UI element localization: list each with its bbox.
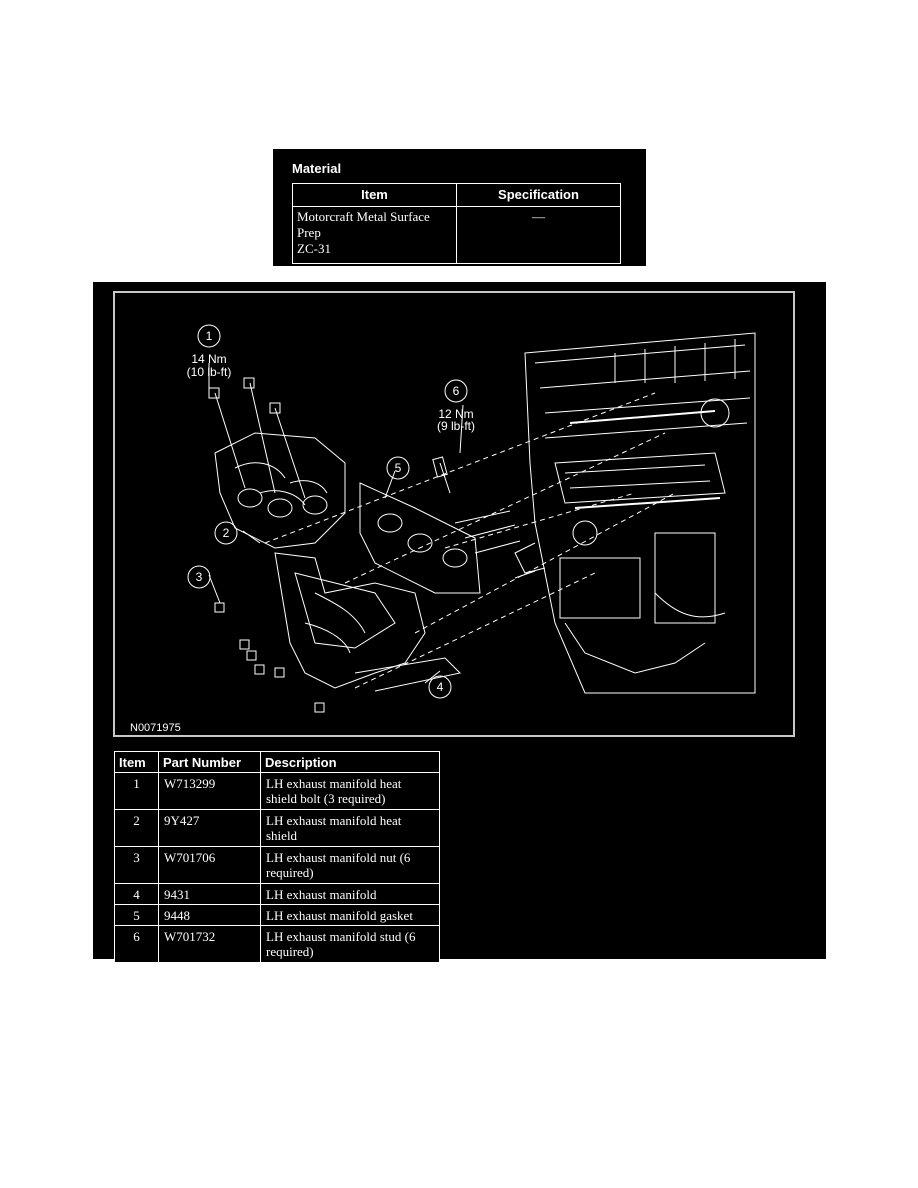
part-description-cell bbox=[261, 905, 440, 926]
heat-shield-bolts bbox=[209, 378, 305, 498]
parts-header-row bbox=[115, 752, 440, 773]
description-line: required) bbox=[266, 944, 314, 959]
callout-number-6: 6 bbox=[452, 384, 460, 398]
part-description-cell bbox=[261, 884, 440, 905]
description-line: LH exhaust manifold gasket bbox=[266, 908, 413, 923]
callout-number-5: 5 bbox=[394, 461, 402, 475]
material-block bbox=[273, 149, 646, 266]
callout-torque-imperial-6: (9 lb-ft) bbox=[436, 419, 475, 433]
table-row bbox=[115, 926, 440, 963]
part-item-cell: 1 bbox=[115, 773, 159, 810]
parts-header-description: Description bbox=[261, 752, 440, 773]
callout-torque-6: 12 Nm bbox=[438, 407, 474, 421]
parts-table bbox=[114, 751, 440, 963]
diagram-block bbox=[93, 282, 826, 959]
part-description-cell bbox=[261, 810, 440, 847]
callout-number-3: 3 bbox=[195, 570, 203, 584]
description-line: LH exhaust manifold heat bbox=[266, 776, 402, 791]
part-number-cell: W701706 bbox=[159, 847, 261, 884]
table-row bbox=[115, 773, 440, 810]
part-item-cell: 3 bbox=[115, 847, 159, 884]
table-row bbox=[115, 905, 440, 926]
part-number-cell: 9448 bbox=[159, 905, 261, 926]
callout-number-2: 2 bbox=[222, 526, 230, 540]
description-line: shield bbox=[266, 828, 298, 843]
material-row bbox=[293, 207, 621, 264]
part-item-cell: 6 bbox=[115, 926, 159, 963]
engine-illustration bbox=[515, 333, 755, 693]
description-line: LH exhaust manifold nut (6 bbox=[266, 850, 411, 865]
part-item-cell: 4 bbox=[115, 884, 159, 905]
callout-torque-imperial-1: (10 lb-ft) bbox=[186, 365, 232, 379]
description-line: shield bolt (3 required) bbox=[266, 791, 386, 806]
material-item-line: Motorcraft Metal Surface bbox=[297, 209, 430, 224]
exhaust-manifold-nuts bbox=[215, 603, 324, 712]
material-header-row bbox=[293, 184, 621, 207]
material-spec-cell: — bbox=[457, 207, 621, 264]
material-header-specification: Specification bbox=[457, 184, 621, 207]
part-description-cell bbox=[261, 773, 440, 810]
parts-header-item: Item bbox=[115, 752, 159, 773]
table-row bbox=[115, 810, 440, 847]
part-item-cell: 2 bbox=[115, 810, 159, 847]
part-number-cell: W713299 bbox=[159, 773, 261, 810]
material-header-item: Item bbox=[293, 184, 457, 207]
part-number-cell: 9Y427 bbox=[159, 810, 261, 847]
callout-torque-1: 14 Nm bbox=[191, 352, 227, 366]
figure-code: N0071975 bbox=[130, 722, 181, 734]
description-line: LH exhaust manifold stud (6 bbox=[266, 929, 416, 944]
part-description-cell bbox=[261, 926, 440, 963]
description-line: required) bbox=[266, 865, 314, 880]
material-item-line: Prep bbox=[297, 225, 321, 240]
material-table bbox=[292, 183, 621, 264]
table-row bbox=[115, 884, 440, 905]
description-line: LH exhaust manifold heat bbox=[266, 813, 402, 828]
material-title: Material bbox=[292, 161, 342, 176]
material-item-line: ZC-31 bbox=[297, 241, 331, 256]
table-row bbox=[115, 847, 440, 884]
part-number-cell: W701732 bbox=[159, 926, 261, 963]
parts-header-part-number: Part Number bbox=[159, 752, 261, 773]
part-description-cell bbox=[261, 847, 440, 884]
figure-frame bbox=[113, 291, 795, 737]
part-item-cell: 5 bbox=[115, 905, 159, 926]
callout-number-4: 4 bbox=[436, 680, 444, 694]
material-item-cell bbox=[293, 207, 457, 264]
part-number-cell: 9431 bbox=[159, 884, 261, 905]
description-line: LH exhaust manifold bbox=[266, 887, 377, 902]
callout-number-1: 1 bbox=[205, 329, 213, 343]
